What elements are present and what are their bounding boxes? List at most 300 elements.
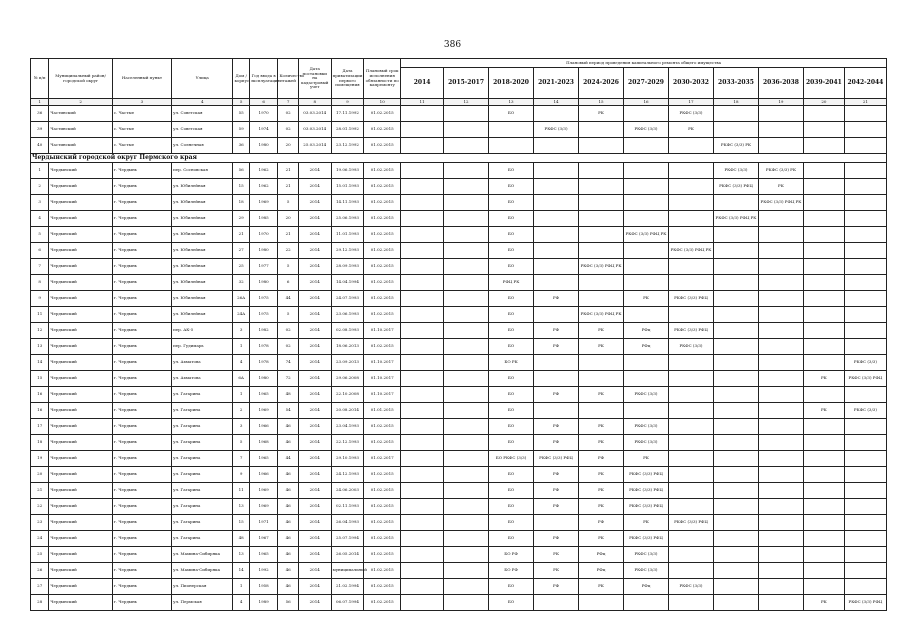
privatization-date-cell: муниципальный <box>331 563 364 579</box>
street-cell: ул. Юбилейная <box>172 259 233 275</box>
repair-period-cell: БО <box>489 323 534 339</box>
repair-period-cell: РФ <box>534 339 579 355</box>
column-number: 7 <box>278 99 298 106</box>
repair-period-cell <box>579 243 624 259</box>
floors-cell: 20 <box>278 138 298 154</box>
repair-period-cell <box>534 138 579 154</box>
repair-period-cell <box>713 595 758 611</box>
repair-period-cell <box>758 419 803 435</box>
repair-period-cell: БО <box>489 291 534 307</box>
repair-period-cell: РКФС (3/3) РФЦ РК <box>624 227 669 243</box>
privatization-date-cell: 24.07.1993 <box>331 291 364 307</box>
table-row <box>31 403 887 419</box>
municipality-cell: Чердынский <box>49 595 112 611</box>
street-cell: ул. Юбилейная <box>172 307 233 323</box>
repair-period-cell: РК <box>579 387 624 403</box>
house-cell: 25 <box>233 259 249 275</box>
repair-period-cell <box>668 195 713 211</box>
repair-period-cell <box>844 195 886 211</box>
repair-period-cell <box>844 275 886 291</box>
repair-period-cell <box>844 483 886 499</box>
municipality-cell: Чердынский <box>49 243 112 259</box>
repair-period-cell <box>844 467 886 483</box>
repair-period-cell <box>713 515 758 531</box>
settlement-cell: г. Чердынь <box>112 355 171 371</box>
floors-cell: 46 <box>278 547 298 563</box>
repair-period-cell: РК <box>803 403 844 419</box>
floors-cell: 02 <box>278 122 298 138</box>
municipality-cell: Чердынский <box>49 211 112 227</box>
repair-period-cell <box>624 259 669 275</box>
column-number: 17 <box>668 99 713 106</box>
header-municipality: Муниципальный район/городской округ <box>49 59 112 99</box>
row-number-cell: 27 <box>31 579 49 595</box>
privatization-date-cell: 02.08.1993 <box>331 323 364 339</box>
repair-period-cell <box>803 179 844 195</box>
repair-period-cell <box>534 106 579 122</box>
cadastral-date-cell: 2014 <box>298 163 331 179</box>
repair-period-cell <box>534 259 579 275</box>
repair-period-cell: РК <box>579 419 624 435</box>
repair-period-cell <box>803 138 844 154</box>
repair-period-cell <box>624 595 669 611</box>
year-built-cell: 1969 <box>249 403 278 419</box>
repair-period-cell <box>444 211 489 227</box>
municipality-cell: Чердынский <box>49 275 112 291</box>
repair-period-cell <box>758 435 803 451</box>
repair-period-cell <box>844 531 886 547</box>
repair-period-cell <box>401 211 444 227</box>
repair-period-cell <box>713 403 758 419</box>
repair-period-cell: РК <box>579 467 624 483</box>
table-row <box>31 547 887 563</box>
repair-period-cell: РКФС (3/3) РФЦ <box>624 467 669 483</box>
floors-cell: 02 <box>278 339 298 355</box>
row-number-cell: 21 <box>31 483 49 499</box>
year-built-cell: 1962 <box>249 179 278 195</box>
repair-period-cell <box>668 531 713 547</box>
repair-period-cell <box>803 531 844 547</box>
floors-cell: 46 <box>278 579 298 595</box>
repair-period-cell <box>401 531 444 547</box>
privatization-date-cell: 24.06.2003 <box>331 483 364 499</box>
privatization-date-cell: 29.06.2008 <box>331 371 364 387</box>
header-number: № п/п <box>31 59 49 99</box>
table-row <box>31 243 887 259</box>
settlement-cell: г. Чердынь <box>112 595 171 611</box>
street-cell: ул. Юбилейная <box>172 227 233 243</box>
column-number: 19 <box>758 99 803 106</box>
repair-period-cell <box>668 227 713 243</box>
repair-period-cell <box>844 138 886 154</box>
header-street: Улица <box>172 59 233 99</box>
repair-period-cell <box>758 339 803 355</box>
privatization-date-cell: 29.12.1993 <box>331 243 364 259</box>
privatization-date-cell: 19.06.1993 <box>331 163 364 179</box>
year-built-cell: 1980 <box>249 371 278 387</box>
year-built-cell: 1992 <box>249 563 278 579</box>
repair-period-cell: РФц <box>624 339 669 355</box>
row-number-cell: 25 <box>31 547 49 563</box>
settlement-cell: г. Чердынь <box>112 467 171 483</box>
repair-period-cell <box>844 122 886 138</box>
year-built-cell: 1965 <box>249 387 278 403</box>
repair-period-cell: БО <box>489 243 534 259</box>
repair-period-cell: РКФС (3/3) <box>624 122 669 138</box>
repair-period-cell <box>401 595 444 611</box>
row-number-cell: 28 <box>31 595 49 611</box>
obligation-date-cell: 01.02.2015 <box>364 547 401 563</box>
header-year-period: 2018-2020 <box>489 68 534 99</box>
obligation-date-cell: 01.10.2017 <box>364 323 401 339</box>
repair-period-cell <box>579 122 624 138</box>
repair-period-cell <box>844 211 886 227</box>
repair-period-cell: РК <box>668 122 713 138</box>
house-cell: 6А <box>233 371 249 387</box>
row-number-cell: 11 <box>31 307 49 323</box>
repair-period-cell <box>758 595 803 611</box>
repair-period-cell <box>668 163 713 179</box>
repair-period-cell <box>803 579 844 595</box>
column-number: 18 <box>713 99 758 106</box>
table-row <box>31 211 887 227</box>
year-built-cell: 1978 <box>249 339 278 355</box>
street-cell: ул. Гагарина <box>172 531 233 547</box>
obligation-date-cell: 01.10.2017 <box>364 387 401 403</box>
repair-period-cell: РФ <box>534 531 579 547</box>
repair-period-cell <box>401 195 444 211</box>
street-cell: ул. Мамина-Сибиряка <box>172 547 233 563</box>
repair-period-cell <box>401 291 444 307</box>
obligation-date-cell: 01.02.2015 <box>364 227 401 243</box>
street-cell: ул. Солнечная <box>172 138 233 154</box>
row-number-cell: 23 <box>31 515 49 531</box>
repair-period-cell: РФ <box>534 435 579 451</box>
municipality-cell: Частинский <box>49 106 112 122</box>
privatization-date-cell: 06.07.1994 <box>331 595 364 611</box>
repair-period-cell <box>713 579 758 595</box>
house-cell: 29 <box>233 211 249 227</box>
municipality-cell: Чердынский <box>49 163 112 179</box>
house-cell: 21 <box>233 227 249 243</box>
cadastral-date-cell: 2014 <box>298 275 331 291</box>
header-house: Дом / корпус <box>233 59 249 99</box>
house-cell: 18 <box>233 195 249 211</box>
table-row <box>31 259 887 275</box>
repair-period-cell <box>401 323 444 339</box>
repair-period-cell: РК <box>624 451 669 467</box>
header-settlement: Населенный пункт <box>112 59 171 99</box>
repair-period-cell <box>534 307 579 323</box>
floors-cell: 22 <box>278 243 298 259</box>
row-number-cell: 12 <box>31 323 49 339</box>
column-number: 13 <box>489 99 534 106</box>
repair-period-cell: РК <box>534 547 579 563</box>
column-number: 16 <box>624 99 669 106</box>
repair-period-cell <box>401 403 444 419</box>
house-cell: 15 <box>233 515 249 531</box>
repair-period-cell: РКФС (3/3) <box>624 435 669 451</box>
table-row <box>31 179 887 195</box>
year-built-cell: 1980 <box>249 138 278 154</box>
settlement-cell: г. Чердынь <box>112 563 171 579</box>
repair-period-cell <box>713 483 758 499</box>
repair-period-cell <box>803 515 844 531</box>
repair-period-cell <box>844 547 886 563</box>
table-row <box>31 419 887 435</box>
obligation-date-cell: 01.02.2015 <box>364 259 401 275</box>
header-year-period: 2036-2038 <box>758 68 803 99</box>
repair-period-cell <box>579 403 624 419</box>
repair-period-cell: РФ <box>534 499 579 515</box>
year-built-cell: 1966 <box>249 467 278 483</box>
repair-period-cell: БО <box>489 371 534 387</box>
repair-period-cell <box>534 227 579 243</box>
repair-period-cell <box>844 339 886 355</box>
row-number-cell: 5 <box>31 227 49 243</box>
cadastral-date-cell: 2014 <box>298 243 331 259</box>
repair-period-cell: БО <box>489 595 534 611</box>
house-cell: 55 <box>233 106 249 122</box>
repair-period-cell <box>713 122 758 138</box>
repair-period-cell <box>758 122 803 138</box>
street-cell: ул. Гагарина <box>172 499 233 515</box>
repair-period-cell <box>758 227 803 243</box>
repair-period-cell: РК <box>534 563 579 579</box>
repair-period-cell <box>668 595 713 611</box>
municipality-cell: Чердынский <box>49 419 112 435</box>
repair-period-cell <box>444 435 489 451</box>
cadastral-date-cell: 2014 <box>298 355 331 371</box>
repair-period-cell: РФ <box>534 467 579 483</box>
repair-period-cell <box>444 291 489 307</box>
floors-cell: 44 <box>278 451 298 467</box>
repair-period-cell: РКФС (3/3) <box>844 403 886 419</box>
municipality-cell: Частинский <box>49 122 112 138</box>
repair-period-cell <box>579 179 624 195</box>
municipality-cell: Чердынский <box>49 179 112 195</box>
municipality-cell: Чердынский <box>49 579 112 595</box>
repair-period-cell: РКФС (3/3) РФЦ РК <box>668 243 713 259</box>
table-row <box>31 483 887 499</box>
cadastral-date-cell: 2014 <box>298 291 331 307</box>
municipality-cell: Чердынский <box>49 355 112 371</box>
repair-period-cell: БО <box>489 227 534 243</box>
header-year-period: 2021-2023 <box>534 68 579 99</box>
municipality-cell: Чердынский <box>49 387 112 403</box>
settlement-cell: г. Чердынь <box>112 259 171 275</box>
row-number-cell: 22 <box>31 499 49 515</box>
capital-repair-register-table <box>30 58 887 611</box>
house-cell: 13 <box>233 547 249 563</box>
house-cell: 1 <box>233 387 249 403</box>
street-cell: ул. Гагарина <box>172 467 233 483</box>
municipality-cell: Чердынский <box>49 435 112 451</box>
repair-period-cell <box>758 579 803 595</box>
table-row <box>31 579 887 595</box>
privatization-date-cell: 26.04.1993 <box>331 515 364 531</box>
repair-period-cell <box>444 403 489 419</box>
repair-period-cell <box>803 275 844 291</box>
repair-period-cell <box>401 106 444 122</box>
row-number-cell: 20 <box>31 467 49 483</box>
street-cell: пер. Сосновская <box>172 163 233 179</box>
floors-cell: 5 <box>278 259 298 275</box>
municipality-cell: Чердынский <box>49 323 112 339</box>
cadastral-date-cell: 2014 <box>298 339 331 355</box>
repair-period-cell: БО <box>489 419 534 435</box>
repair-period-cell: РК <box>579 499 624 515</box>
repair-period-cell <box>444 122 489 138</box>
street-cell: ул. Юбилейная <box>172 211 233 227</box>
house-cell: 7 <box>233 451 249 467</box>
header-privatization-date: Дата приватизации первого помещения <box>331 59 364 99</box>
settlement-cell: г. Чердынь <box>112 243 171 259</box>
repair-period-cell <box>758 483 803 499</box>
settlement-cell: г. Чердынь <box>112 275 171 291</box>
repair-period-cell: РФ <box>534 387 579 403</box>
repair-period-cell: РК <box>579 531 624 547</box>
house-cell: 32 <box>233 275 249 291</box>
repair-period-cell: РФ <box>534 579 579 595</box>
repair-period-cell <box>803 499 844 515</box>
year-built-cell: 1958 <box>249 579 278 595</box>
table-row <box>31 371 887 387</box>
repair-period-cell <box>713 387 758 403</box>
repair-period-cell <box>444 307 489 323</box>
repair-period-cell <box>401 243 444 259</box>
repair-period-cell <box>401 179 444 195</box>
repair-period-cell <box>758 138 803 154</box>
street-cell: ул. Юбилейная <box>172 179 233 195</box>
repair-period-cell <box>803 483 844 499</box>
street-cell: ул. Юбилейная <box>172 291 233 307</box>
repair-period-cell <box>844 563 886 579</box>
repair-period-cell <box>444 563 489 579</box>
repair-period-cell <box>758 275 803 291</box>
repair-period-cell <box>624 275 669 291</box>
settlement-cell: г. Чердынь <box>112 227 171 243</box>
table-row <box>31 499 887 515</box>
repair-period-cell <box>758 499 803 515</box>
settlement-cell: г. Чердынь <box>112 419 171 435</box>
table-row <box>31 563 887 579</box>
repair-period-cell: РК <box>579 106 624 122</box>
municipality-cell: Чердынский <box>49 291 112 307</box>
repair-period-cell <box>444 483 489 499</box>
privatization-date-cell: 26.05.2014 <box>331 547 364 563</box>
repair-period-cell <box>758 403 803 419</box>
year-built-cell: 1969 <box>249 195 278 211</box>
repair-period-cell: РКФС (3/3) <box>668 579 713 595</box>
repair-period-cell <box>758 307 803 323</box>
settlement-cell: г. Чердынь <box>112 179 171 195</box>
repair-period-cell: РКФС (3/3) РФЦ РК <box>579 259 624 275</box>
repair-period-cell <box>713 563 758 579</box>
municipality-cell: Чердынский <box>49 339 112 355</box>
repair-period-cell <box>803 435 844 451</box>
settlement-cell: г. Чердынь <box>112 371 171 387</box>
year-built-cell: 1980 <box>249 243 278 259</box>
repair-period-cell <box>401 419 444 435</box>
repair-period-cell <box>401 307 444 323</box>
table-row <box>31 435 887 451</box>
settlement-cell: с. Частые <box>112 106 171 122</box>
repair-period-cell <box>401 483 444 499</box>
floors-cell: 46 <box>278 435 298 451</box>
obligation-date-cell: 01.02.2015 <box>364 339 401 355</box>
repair-period-cell: БО <box>489 483 534 499</box>
repair-period-cell <box>844 419 886 435</box>
repair-period-cell <box>401 371 444 387</box>
row-number-cell: 7 <box>31 259 49 275</box>
repair-period-cell <box>713 323 758 339</box>
repair-period-cell: БО <box>489 339 534 355</box>
repair-period-cell: РФц <box>579 547 624 563</box>
repair-period-cell <box>444 227 489 243</box>
repair-period-cell <box>401 547 444 563</box>
repair-period-cell <box>624 371 669 387</box>
header-year-period: 2027-2029 <box>624 68 669 99</box>
repair-period-cell: РКФС (3/3) РФЦ РК <box>713 211 758 227</box>
table-row <box>31 106 887 122</box>
repair-period-cell <box>713 275 758 291</box>
street-cell: пер. Гудимарь <box>172 339 233 355</box>
repair-period-cell <box>534 371 579 387</box>
repair-period-cell <box>758 243 803 259</box>
cadastral-date-cell: 2014 <box>298 563 331 579</box>
repair-period-cell <box>713 259 758 275</box>
floors-cell: 46 <box>278 531 298 547</box>
repair-period-cell: БО <box>489 307 534 323</box>
repair-period-cell <box>444 179 489 195</box>
repair-period-cell <box>668 259 713 275</box>
page-number: 386 <box>443 40 462 50</box>
street-cell: ул. Пионерская <box>172 579 233 595</box>
floors-cell: 46 <box>278 515 298 531</box>
cadastral-date-cell: 03.03.2014 <box>298 122 331 138</box>
header-year-period: 2033-2035 <box>713 68 758 99</box>
column-number: 15 <box>579 99 624 106</box>
repair-period-cell <box>713 106 758 122</box>
house-cell: 3 <box>233 419 249 435</box>
repair-period-cell <box>624 243 669 259</box>
cadastral-date-cell: 2014 <box>298 179 331 195</box>
repair-period-cell <box>401 355 444 371</box>
repair-period-cell: БО <box>489 195 534 211</box>
year-built-cell: 1968 <box>249 435 278 451</box>
repair-period-cell: РФц <box>624 323 669 339</box>
privatization-date-cell: 29.10.1993 <box>331 451 364 467</box>
repair-period-cell <box>579 275 624 291</box>
header-year-built: Год ввода в эксплуатацию <box>249 59 278 99</box>
repair-period-cell <box>534 179 579 195</box>
repair-period-cell <box>444 259 489 275</box>
repair-period-cell <box>579 163 624 179</box>
cadastral-date-cell: 2014 <box>298 483 331 499</box>
column-number: 6 <box>249 99 278 106</box>
repair-period-cell <box>713 419 758 435</box>
cadastral-date-cell: 2014 <box>298 579 331 595</box>
table-row <box>31 451 887 467</box>
table-row <box>31 387 887 403</box>
repair-period-cell <box>579 195 624 211</box>
floors-cell: 5 <box>278 307 298 323</box>
repair-period-cell <box>803 355 844 371</box>
house-cell: 11 <box>233 483 249 499</box>
repair-period-cell <box>803 323 844 339</box>
table-row <box>31 307 887 323</box>
